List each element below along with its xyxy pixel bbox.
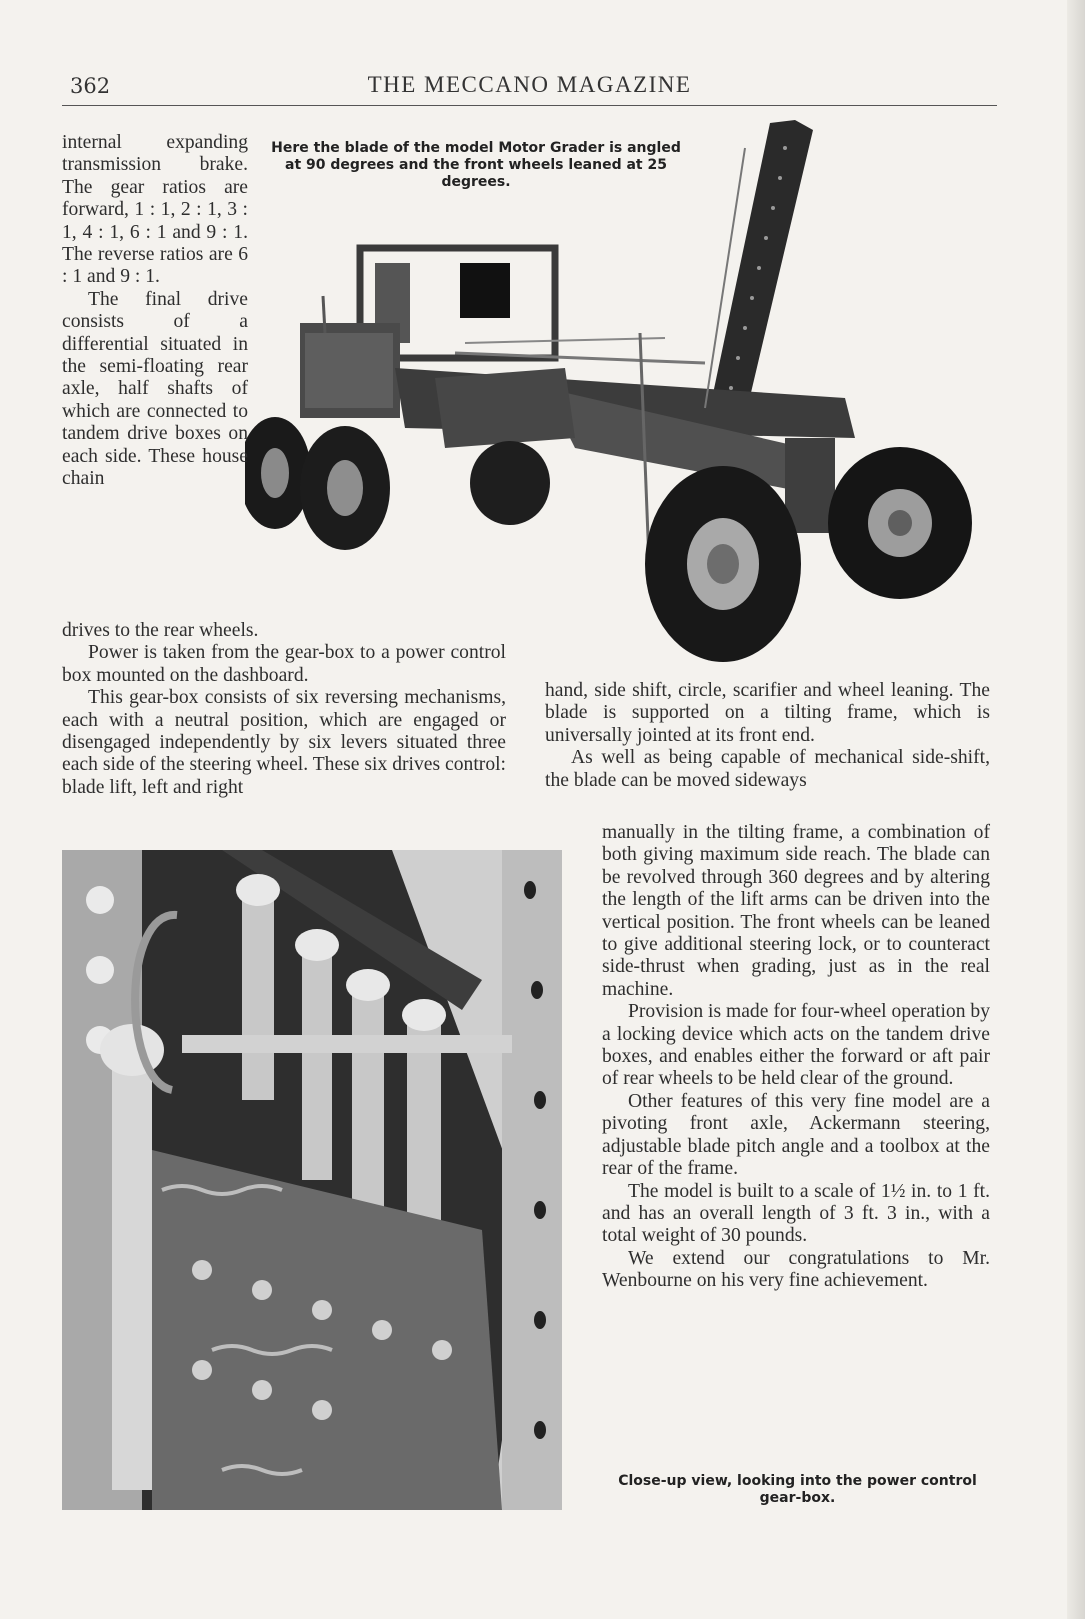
article-paragraph: manually in the tilting frame, a combination of both giving maximum side reach. The blade can be revolved through 360 degrees and by altering the length of the lift arms can be driven into the vertical position. The front wheels can be leaned to give additional steering lock, or to counteract side-thrust when grading, just as in the real machine. <box>602 822 990 1000</box>
page-edge <box>1067 0 1085 1619</box>
bottom-photo-caption: Close-up view, looking into the power control gear-box. <box>618 1473 977 1506</box>
article-narrow-column <box>62 132 248 491</box>
top-photo-caption: Here the blade of the model Motor Grader is angled at 90 degrees and the front wheels leaned at 25 degrees. <box>271 140 681 190</box>
header-rule <box>62 105 997 106</box>
article-paragraph: drives to the rear wheels. <box>62 620 259 641</box>
article-paragraph: As well as being capable of mechanical side-shift, the blade can be moved sideways <box>545 747 990 791</box>
motor-grader-photo <box>245 118 1005 666</box>
article-paragraph: Provision is made for four-wheel operation by a locking device which acts on the tandem drive boxes, and enables either the forward or aft pair of rear wheels to be held clear of the ground. <box>602 1001 991 1090</box>
article-paragraph: Power is taken from the gear-box to a power control box mounted on the dashboard. <box>62 642 506 686</box>
article-right-column-bottom <box>602 822 990 1293</box>
article-paragraph: internal expanding transmission brake. The gear ratios are forward, 1 : 1, 2 : 1, 3 : 1, 4 : 1, 6 : 1 and 9 : 1. The reverse ratios are 6 : 1 and 9 : 1. <box>62 132 248 288</box>
article-paragraph: Other features of this very fine model are a pivoting front axle, Ackermann steering, adjustable blade pitch angle and a toolbox at the rear of the frame. <box>602 1090 990 1180</box>
article-right-column-top <box>545 680 990 792</box>
magazine-title: THE MECCANO MAGAZINE <box>367 72 692 97</box>
gearbox-closeup-photo <box>62 850 562 1510</box>
article-paragraph: hand, side shift, circle, scarifier and wheel leaning. The blade is supported on a tilting frame, which is universally jointed at its front end. <box>545 680 990 746</box>
page-number: 362 <box>70 74 111 98</box>
article-paragraph: This gear-box consists of six reversing mechanisms, each with a neutral position, which are engaged or disengaged independently by six levers situated three each side of the steering wheel. These six drives control: blade lift, left and right <box>62 687 506 798</box>
article-paragraph: The final drive consists of a differential situated in the semi-floating rear axle, half shafts of which are connected to tandem drive boxes on each side. These house chain <box>62 288 248 490</box>
page-header <box>62 70 997 106</box>
article-left-column <box>62 620 506 799</box>
article-paragraph: The model is built to a scale of 1½ in. to 1 ft. and has an overall length of 3 ft. 3 in., with a total weight of 30 pounds. <box>602 1180 990 1247</box>
article-paragraph: We extend our congratulations to Mr. Wenbourne on his very fine achievement. <box>602 1247 990 1292</box>
